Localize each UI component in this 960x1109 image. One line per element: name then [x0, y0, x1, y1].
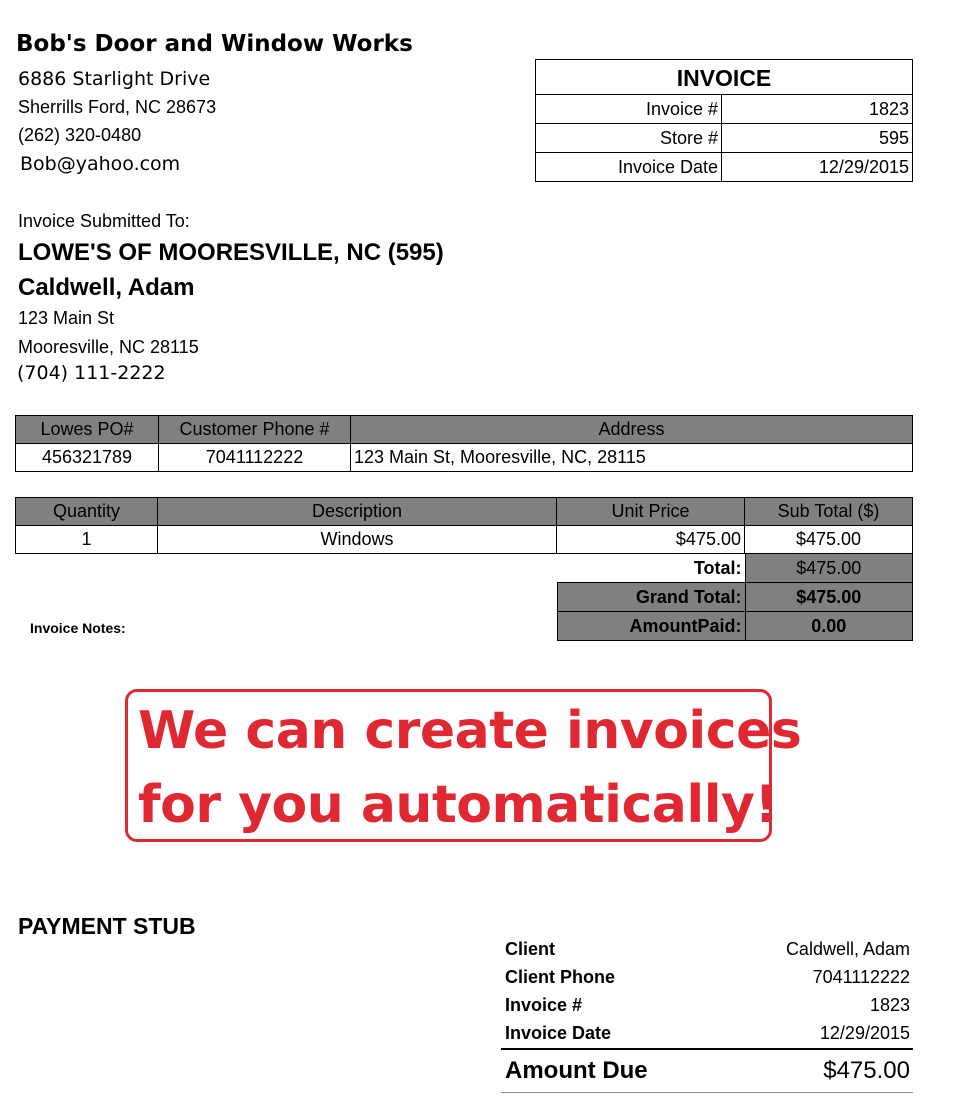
- item-quantity: 1: [16, 526, 158, 554]
- amount-paid-value: 0.00: [745, 612, 913, 641]
- items-table: [15, 497, 913, 554]
- submitted-to-city: Mooresville, NC 28115: [18, 337, 199, 357]
- total-row: [558, 554, 913, 583]
- invoice-date-row: [536, 152, 912, 181]
- company-email: Bob@yahoo.com: [20, 153, 181, 175]
- stub-invoice-date-value: 12/29/2015: [819, 1023, 910, 1043]
- invoice-header-box: [535, 59, 913, 182]
- po-header-po: Lowes PO#: [16, 416, 159, 444]
- table-row: [16, 444, 913, 472]
- item-subtotal: $475.00: [745, 526, 913, 554]
- invoice-number-label: Invoice #: [536, 95, 722, 123]
- submitted-to-name: Caldwell, Adam: [18, 274, 195, 301]
- stub-invoice-number-label: Invoice #: [505, 995, 583, 1015]
- grand-total-value: $475.00: [745, 583, 913, 612]
- po-number: 456321789: [16, 444, 159, 472]
- grand-total-label: Grand Total:: [558, 583, 746, 612]
- company-street: 6886 Starlight Drive: [18, 68, 211, 90]
- submitted-to-street: 123 Main St: [18, 308, 115, 328]
- amount-paid-label: AmountPaid:: [558, 612, 746, 641]
- stub-amount-due-row: [501, 1048, 913, 1093]
- invoice-date-label: Invoice Date: [536, 153, 722, 181]
- stub-client-phone-label: Client Phone: [505, 967, 616, 987]
- po-header-address: Address: [351, 416, 913, 444]
- company-phone: (262) 320-0480: [18, 125, 142, 145]
- po-table-header: [16, 416, 913, 444]
- table-row: [16, 526, 913, 554]
- stub-invoice-date-row: [501, 1019, 913, 1047]
- payment-stub-title: PAYMENT STUB: [18, 913, 196, 939]
- company-name: Bob's Door and Window Works: [16, 31, 413, 57]
- total-label: Total:: [558, 554, 746, 583]
- stub-amount-due-value: $475.00: [823, 1057, 910, 1084]
- promo-line-2: for you automatically!: [138, 775, 778, 835]
- customer-phone: 7041112222: [159, 444, 351, 472]
- company-city: Sherrills Ford, NC 28673: [18, 97, 217, 117]
- amount-paid-row: [558, 612, 913, 641]
- items-header-quantity: Quantity: [16, 498, 158, 526]
- grand-total-row: [558, 583, 913, 612]
- invoice-number-row: [536, 95, 912, 123]
- stub-invoice-number-value: 1823: [869, 995, 910, 1015]
- submitted-to-label: Invoice Submitted To:: [18, 211, 190, 231]
- invoice-date-value: 12/29/2015: [818, 157, 909, 177]
- customer-address: 123 Main St, Mooresville, NC, 28115: [351, 444, 913, 472]
- submitted-to-store: LOWE'S OF MOORESVILLE, NC (595): [18, 239, 444, 266]
- store-number-label: Store #: [536, 124, 722, 152]
- submitted-to-phone: (704) 111-2222: [17, 362, 166, 384]
- total-value: $475.00: [745, 554, 913, 583]
- item-unit-price: $475.00: [557, 526, 745, 554]
- store-number-value: 595: [878, 128, 909, 148]
- totals-table: [557, 553, 913, 641]
- stub-amount-due-label: Amount Due: [505, 1057, 648, 1084]
- items-header-unit-price: Unit Price: [557, 498, 745, 526]
- items-header-subtotal: Sub Total ($): [745, 498, 913, 526]
- invoice-notes-label: Invoice Notes:: [30, 620, 126, 636]
- items-header-description: Description: [158, 498, 557, 526]
- stub-client-row: [501, 935, 913, 963]
- stub-client-phone-row: [501, 963, 913, 991]
- stub-client-phone-value: 7041112222: [812, 967, 910, 987]
- stub-client-value: Caldwell, Adam: [785, 939, 910, 959]
- store-number-row: [536, 123, 912, 152]
- invoice-title: INVOICE: [536, 60, 912, 95]
- items-table-header: [16, 498, 913, 526]
- stub-invoice-number-row: [501, 991, 913, 1019]
- payment-stub: [501, 935, 913, 1093]
- po-table: [15, 415, 913, 472]
- promo-banner: [125, 689, 802, 842]
- promo-line-1: We can create invoices: [138, 701, 802, 761]
- item-description: Windows: [158, 526, 557, 554]
- stub-client-label: Client: [505, 939, 556, 959]
- po-header-phone: Customer Phone #: [159, 416, 351, 444]
- invoice-number-value: 1823: [868, 99, 909, 119]
- stub-invoice-date-label: Invoice Date: [505, 1023, 612, 1043]
